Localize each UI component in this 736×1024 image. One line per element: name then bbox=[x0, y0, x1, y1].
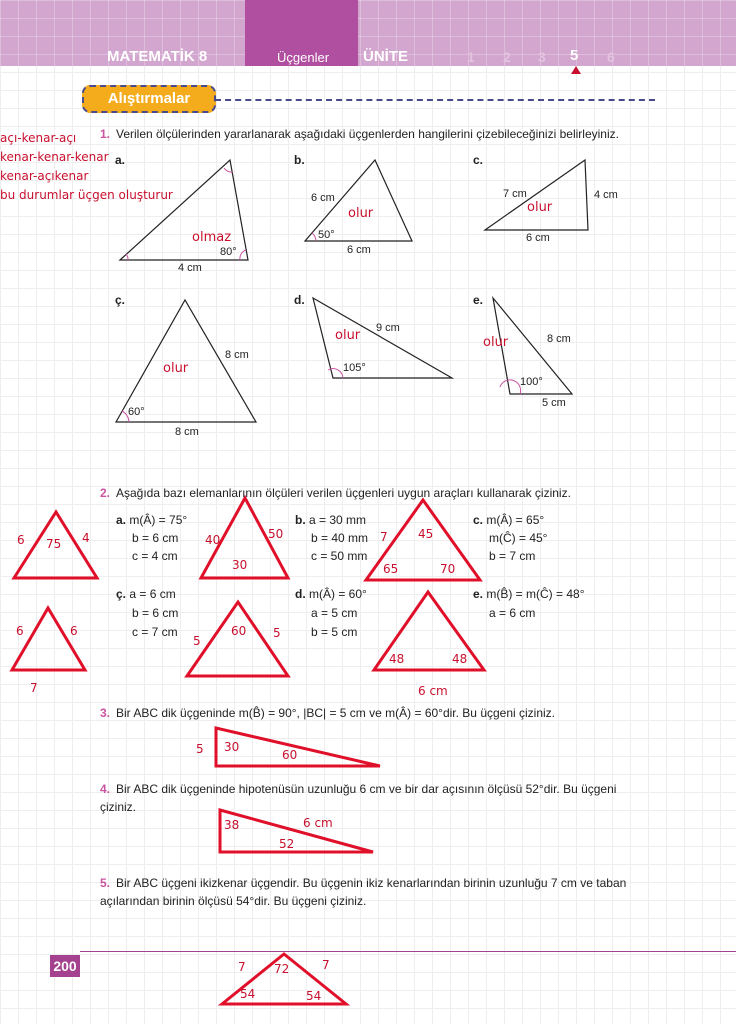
q1-triangle-d bbox=[313, 298, 452, 378]
q1cc-side: 8 cm bbox=[225, 349, 249, 361]
footer-line bbox=[80, 951, 736, 952]
q1a-angle: 80° bbox=[220, 246, 237, 258]
q1-text: Verilen ölçülerinden yararlanarak aşağıdaki üçgenlerden hangilerini çizebileceğinizi belirleyiniz. bbox=[116, 127, 619, 141]
drawn-triangle bbox=[220, 810, 373, 852]
item-line: a = 6 cm bbox=[489, 606, 536, 620]
note-line: açı-kenar-açı bbox=[0, 131, 77, 145]
q1d-side: 9 cm bbox=[376, 322, 400, 334]
drawing-label: 7 bbox=[30, 681, 38, 695]
item-line: a = 6 cm bbox=[129, 587, 176, 601]
q2-text: Aşağıda bazı elemanlarının ölçüleri verilen üçgenleri uygun araçları kullanarak çiziniz. bbox=[116, 486, 571, 500]
item-label: ç. bbox=[116, 587, 127, 601]
item-line: c = 50 mm bbox=[311, 549, 368, 563]
item-line: m(B̂) = m(Ĉ) = 48° bbox=[486, 587, 585, 601]
drawing-label: 54 bbox=[240, 987, 256, 1001]
drawing-label: 65 bbox=[383, 562, 399, 576]
q2-number: 2. bbox=[100, 486, 111, 500]
q5-number: 5. bbox=[100, 876, 111, 890]
note-line: kenar-açıkenar bbox=[0, 169, 89, 183]
item-line: c = 7 cm bbox=[132, 625, 178, 639]
topic-title: Üçgenler bbox=[277, 50, 330, 65]
q1d-label: d. bbox=[294, 293, 305, 307]
q1b-label: b. bbox=[294, 153, 305, 167]
drawing-label: 7 bbox=[238, 960, 246, 974]
q1e-base: 5 cm bbox=[542, 397, 566, 409]
q2-item-cc bbox=[116, 585, 178, 642]
q2-item-b bbox=[295, 511, 368, 565]
note-line: bu durumlar üçgen oluşturur bbox=[0, 188, 173, 202]
q1b-answer: olur bbox=[348, 206, 374, 221]
page-number: 200 bbox=[50, 955, 80, 977]
q1b-side: 6 cm bbox=[311, 192, 335, 204]
drawing-label: 60 bbox=[282, 748, 298, 762]
item-line: b = 6 cm bbox=[132, 531, 179, 545]
q1e-label: e. bbox=[473, 293, 484, 307]
q1a-answer: olmaz bbox=[192, 230, 232, 245]
item-line: a = 30 mm bbox=[309, 513, 367, 527]
item-label: b. bbox=[295, 513, 306, 527]
item-line: b = 6 cm bbox=[132, 606, 179, 620]
item-line: m(Ĉ) = 45° bbox=[489, 531, 548, 545]
drawing-label: 6 bbox=[17, 533, 25, 547]
drawing-label: 7 bbox=[380, 530, 388, 544]
drawing-label: 30 bbox=[224, 740, 240, 754]
drawing-label: 70 bbox=[440, 562, 456, 576]
q1-number: 1. bbox=[100, 127, 111, 141]
q3-number: 3. bbox=[100, 706, 111, 720]
q1cc-label: ç. bbox=[115, 293, 126, 307]
item-line: b = 7 cm bbox=[489, 549, 536, 563]
item-line: a = 5 cm bbox=[311, 606, 358, 620]
item-label: a. bbox=[116, 513, 127, 527]
unit-label: ÜNİTE bbox=[363, 48, 408, 65]
item-line: m(Â) = 75° bbox=[129, 513, 188, 527]
drawn-triangle bbox=[12, 608, 85, 670]
drawing-label: 60 bbox=[231, 624, 247, 638]
drawing-label: 52 bbox=[279, 837, 295, 851]
unit-2: 2 bbox=[503, 49, 511, 65]
q1a-side: 4 cm bbox=[178, 262, 202, 274]
q1d-answer: olur bbox=[335, 328, 361, 343]
drawing-label: 6 bbox=[70, 624, 78, 638]
item-line: m(Â) = 65° bbox=[486, 513, 545, 527]
drawing-label: 6 cm bbox=[418, 684, 448, 698]
q1b-angle: 50° bbox=[318, 229, 335, 241]
q1c-side: 4 cm bbox=[594, 189, 618, 201]
note-line: kenar-kenar-kenar bbox=[0, 150, 109, 164]
drawing-label: 75 bbox=[46, 537, 62, 551]
q1e-angle: 100° bbox=[520, 376, 543, 388]
drawing-label: 7 bbox=[322, 958, 330, 972]
q2-item-d bbox=[295, 585, 367, 642]
q1e-side: 8 cm bbox=[547, 333, 571, 345]
q1cc-base: 8 cm bbox=[175, 426, 199, 438]
q1a-label: a. bbox=[115, 153, 126, 167]
q1c-label: c. bbox=[473, 153, 484, 167]
q5-text: Bir ABC üçgeni ikizkenar üçgendir. Bu üçgenin ikiz kenarlarından birinin uzunluğu 7 cm ve taban bbox=[116, 876, 627, 890]
q1c-answer: olur bbox=[527, 200, 553, 215]
q1cc-angle: 60° bbox=[128, 406, 145, 418]
drawing-label: 48 bbox=[452, 652, 468, 666]
drawing-label: 50 bbox=[268, 527, 284, 541]
q1cc-answer: olur bbox=[163, 361, 189, 376]
item-line: b = 40 mm bbox=[311, 531, 369, 545]
q1-triangle-a bbox=[120, 160, 248, 260]
unit-6: 6 bbox=[607, 49, 615, 65]
drawing-label: 38 bbox=[224, 818, 240, 832]
drawing-label: 6 cm bbox=[303, 816, 333, 830]
q1c-base: 6 cm bbox=[526, 232, 550, 244]
drawing-label: 48 bbox=[389, 652, 405, 666]
drawing-label: 5 bbox=[273, 626, 281, 640]
q2-item-a bbox=[116, 511, 187, 565]
drawn-triangle bbox=[216, 728, 380, 766]
item-label: e. bbox=[473, 587, 484, 601]
q3-text: Bir ABC dik üçgeninde m(B̂) = 90°, |BC| = 5 cm ve m(Â) = 60°dir. Bu üçgeni çiziniz. bbox=[116, 706, 556, 720]
q2-item-c bbox=[473, 511, 547, 565]
drawing-label: 72 bbox=[274, 962, 290, 976]
q4-text: Bir ABC dik üçgeninde hipotenüsün uzunluğu 6 cm ve bir dar açısının ölçüsü 52°dir. Bu üçgeni bbox=[116, 782, 617, 796]
unit-current: 5 bbox=[570, 47, 579, 64]
item-line: c = 4 cm bbox=[132, 549, 178, 563]
drawing-label: 40 bbox=[205, 533, 221, 547]
drawing-label: 4 bbox=[82, 531, 90, 545]
q1-triangle-c bbox=[485, 160, 588, 230]
item-line: m(Â) = 60° bbox=[309, 587, 367, 601]
drawing-label: 30 bbox=[232, 558, 248, 572]
section-badge: Alıştırmalar bbox=[82, 85, 216, 113]
q2-item-e bbox=[473, 585, 585, 623]
drawing-label: 5 bbox=[193, 634, 201, 648]
item-label: d. bbox=[295, 587, 306, 601]
q4-text-cont: çiziniz. bbox=[100, 800, 137, 814]
item-line: b = 5 cm bbox=[311, 625, 358, 639]
q4-number: 4. bbox=[100, 782, 111, 796]
drawing-label: 6 bbox=[16, 624, 24, 638]
item-label: c. bbox=[473, 513, 484, 527]
unit-3: 3 bbox=[538, 49, 546, 65]
q1e-answer: olur bbox=[483, 335, 509, 350]
q1b-base: 6 cm bbox=[347, 244, 371, 256]
unit-1: 1 bbox=[467, 49, 475, 65]
q1c-side: 7 cm bbox=[503, 188, 527, 200]
subject-title: MATEMATİK 8 bbox=[107, 48, 208, 65]
drawing-label: 5 bbox=[196, 742, 204, 756]
q1d-angle: 105° bbox=[343, 362, 366, 374]
q5-text-cont: açılarından birinin ölçüsü 54°dir. Bu üçgeni çiziniz. bbox=[100, 894, 367, 908]
drawing-label: 54 bbox=[306, 989, 322, 1003]
drawing-label: 45 bbox=[418, 527, 434, 541]
